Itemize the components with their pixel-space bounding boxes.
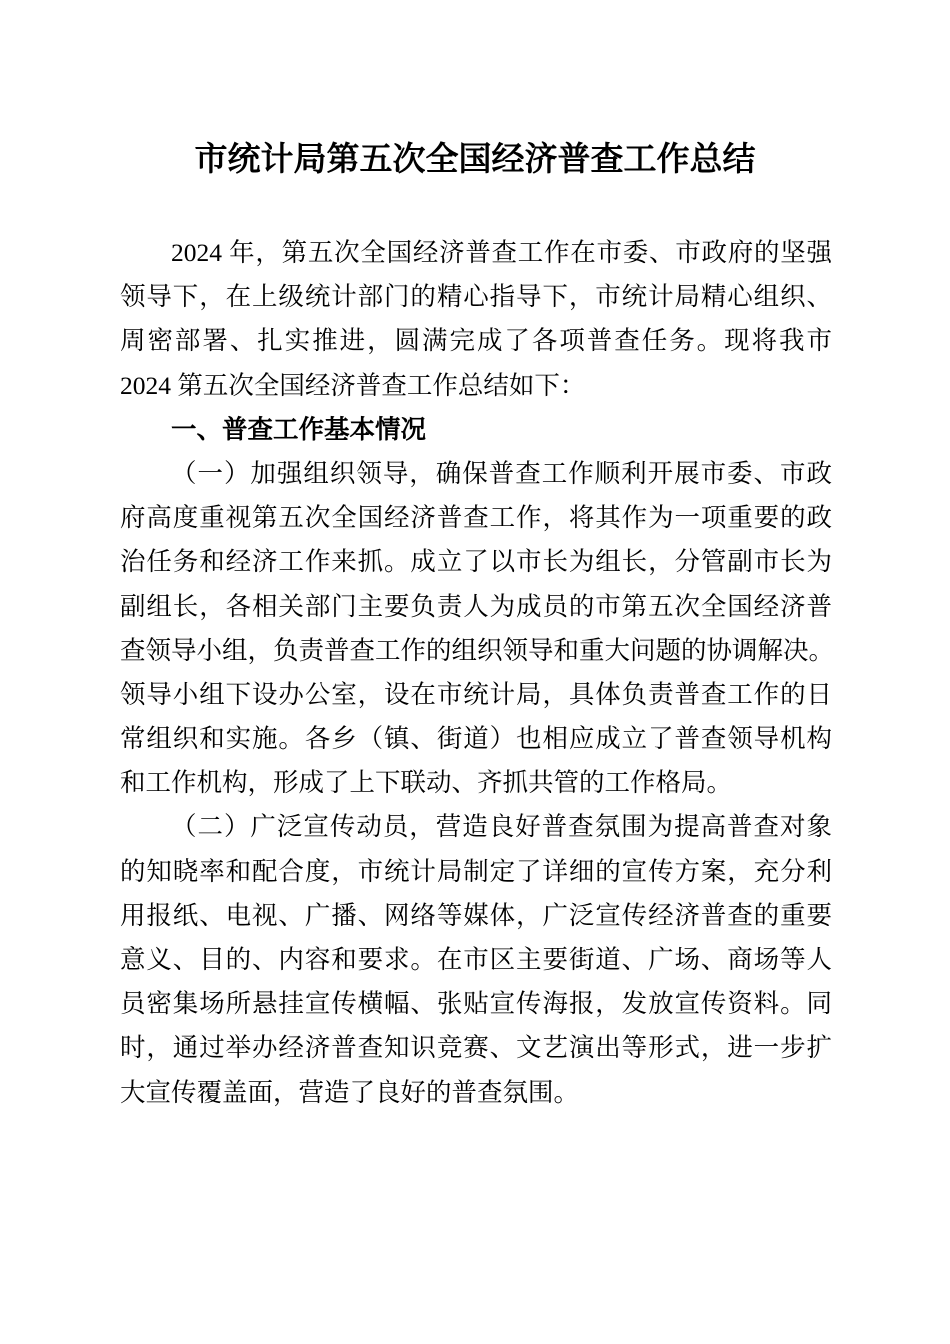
item-2-paragraph <box>120 805 832 1114</box>
document-title: 市统计局第五次全国经济普查工作总结 <box>194 142 756 178</box>
item-1-line: 治任务和经济工作来抓。成立了以市长为组长，分管副市长为 <box>120 547 832 577</box>
item-1-line: 府高度重视第五次全国经济普查工作，将其作为一项重要的政 <box>120 503 832 533</box>
item-2-line: 用报纸、电视、广播、网络等媒体，广泛宣传经济普查的重要 <box>120 900 832 930</box>
item-1-line: 常组织和实施。各乡（镇、街道）也相应成立了普查领导机构 <box>120 724 832 754</box>
intro-line: 周密部署、扎实推进，圆满完成了各项普查任务。现将我市 <box>120 326 832 356</box>
item-2-line: 时，通过举办经济普查知识竞赛、文艺演出等形式，进一步扩 <box>120 1033 832 1063</box>
intro-paragraph <box>120 231 832 408</box>
intro-line: 领导下，在上级统计部门的精心指导下，市统计局精心组织、 <box>120 282 832 312</box>
item-1-line: 和工作机构，形成了上下联动、齐抓共管的工作格局。 <box>120 768 733 798</box>
item-1-line: 副组长，各相关部门主要负责人为成员的市第五次全国经济普 <box>120 591 832 621</box>
item-2-line: 意义、目的、内容和要求。在市区主要街道、广场、商场等人 <box>120 945 832 974</box>
item-2-line: （二）广泛宣传动员，营造良好普查氛围为提高普查对象 <box>171 812 832 842</box>
item-1-line: 查领导小组，负责普查工作的组织领导和重大问题的协调解决。 <box>120 635 835 665</box>
item-1-line: 领导小组下设办公室，设在市统计局，具体负责普查工作的日 <box>120 679 832 709</box>
item-2-line: 大宣传覆盖面，营造了良好的普查氛围。 <box>120 1077 580 1107</box>
item-2-line: 的知晓率和配合度，市统计局制定了详细的宣传方案，充分利 <box>120 856 832 886</box>
section-heading: 一、普查工作基本情况 <box>171 415 427 444</box>
item-1-line: （一）加强组织领导，确保普查工作顺利开展市委、市政 <box>171 458 832 488</box>
intro-line: 2024 年，第五次全国经济普查工作在市委、市政府的坚强 <box>171 238 832 267</box>
intro-line: 2024 第五次全国经济普查工作总结如下： <box>120 370 586 400</box>
document-body <box>120 231 835 1115</box>
item-1-paragraph <box>120 452 835 806</box>
item-2-line: 员密集场所悬挂宣传横幅、张贴宣传海报，发放宣传资料。同 <box>120 989 832 1019</box>
